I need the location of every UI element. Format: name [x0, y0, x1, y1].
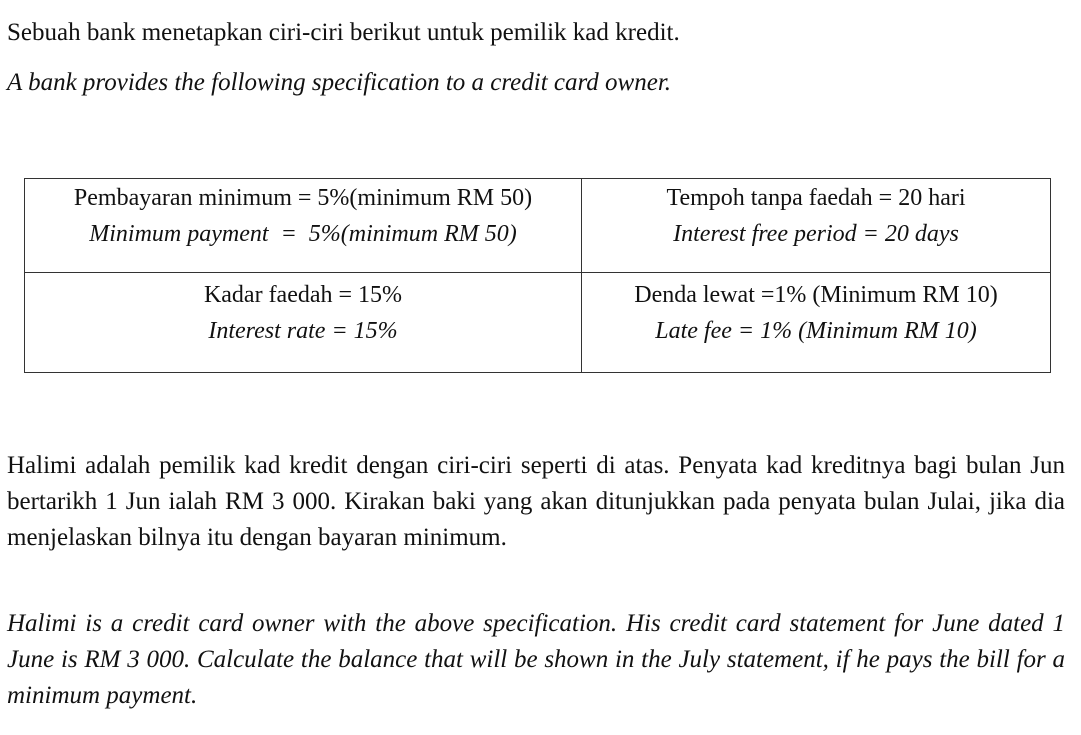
cell-text-malay: Kadar faedah = 15%: [203, 282, 403, 308]
table-row: [25, 179, 1051, 273]
question-malay: Halimi adalah pemilik kad kredit dengan ciri-ciri seperti di atas. Penyata kad kreditnya bagi bulan Jun bertarikh 1 Jun ialah RM 3 000. Kirakan baki yang akan ditunjukkan pada penyata bulan Julai, jika dia menjelaskan bilnya itu dengan bayaran minimum.: [7, 452, 1065, 551]
interest-rate-cell: [25, 273, 582, 373]
intro-english: A bank provides the following specification to a credit card owner.: [7, 69, 672, 96]
cell-text-malay: Pembayaran minimum = 5%(minimum RM 50): [73, 185, 533, 211]
intro-malay: Sebuah bank menetapkan ciri-ciri berikut untuk pemilik kad kredit.: [7, 19, 680, 46]
table-row: [25, 273, 1051, 373]
interest-free-period-cell: [582, 179, 1051, 273]
late-fee-cell: [582, 273, 1051, 373]
cell-text-english: Interest rate = 15%: [208, 318, 398, 344]
specification-table: [24, 178, 1051, 373]
cell-text-english: Late fee = 1% (Minimum RM 10): [655, 318, 977, 344]
cell-text-english: Interest free period = 20 days: [673, 221, 959, 247]
cell-text-malay: Denda lewat =1% (Minimum RM 10): [634, 282, 998, 308]
minimum-payment-cell: [25, 179, 582, 273]
cell-text-english: Minimum payment = 5%(minimum RM 50): [89, 221, 517, 247]
cell-text-malay: Tempoh tanpa faedah = 20 hari: [666, 185, 966, 211]
question-english: Halimi is a credit card owner with the above specification. His credit card statement for June dated 1 June is RM 3 000. Calculate the balance that will be shown in the July statement, if he pays the bill for a minimum payment.: [7, 610, 1065, 709]
